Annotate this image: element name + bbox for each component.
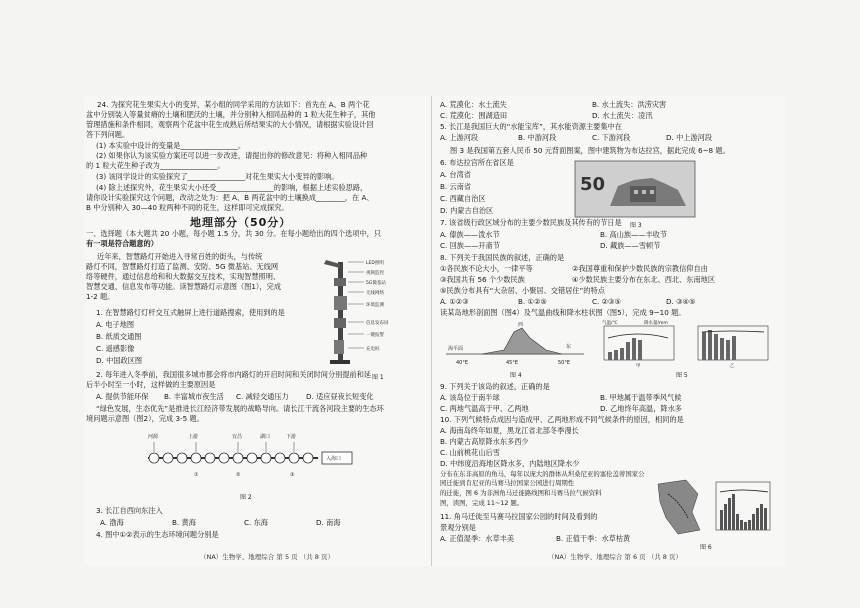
question-3: 3. 长江自西向东注入 (96, 506, 163, 515)
fig1-tag: LED照明 (366, 261, 384, 266)
section-intro: 有一项是符合题意的） (86, 239, 158, 248)
q2-option: D. 适应昼夜长短变化 (306, 392, 374, 401)
fig4-tag: 40°E (456, 360, 469, 366)
q5-option: A. 上游河段 (440, 133, 479, 142)
q8-item: ④少数民族主要分布在东北、西北、东南地区 (572, 275, 716, 284)
q8-item: ②我国尊重和保护少数民族的宗教信仰自由 (572, 264, 708, 273)
q3-option: D. 南海 (316, 518, 341, 527)
fig4-tag: 西 (518, 322, 524, 328)
q10-option: D. 中纬度沿海地区降水多，内陆地区降水少 (440, 459, 580, 468)
q10-option: A. 海南岛终年如夏，黑龙江省北部冬季漫长 (440, 426, 579, 435)
q24-line: 盆中分别装入等量贫瘠的土壤和肥沃的土壤，并分别种入相同品种的 1 粒大花生种子，其他 (86, 110, 376, 119)
fig1-tag: 无线网络 (366, 291, 384, 296)
fig5-tag: 降水量/mm (644, 321, 668, 326)
q9-option: C. 两地气温高于甲、乙两地 (440, 404, 529, 413)
q5-option: C. 下游河段 (592, 133, 631, 142)
q10-option: B. 内蒙古高原降水东多西少 (440, 437, 529, 446)
question-7: 7. 该省级行政区域分布的主要少数民族及其传有的节日是 (440, 218, 622, 227)
fig2-tag: ① (194, 472, 199, 478)
q8-item: ①各民族不论大小，一律平等 (440, 264, 533, 273)
passage-1: 1-2 题。 (86, 292, 115, 301)
q2-option: B. 丰富城市夜生活 (164, 392, 224, 401)
passage-5: 分布在东非高原的角马，每年以庞大的群体从坦桑尼亚的塞伦盖蒂国家公园迁徙到肯尼亚的马赛马拉国家公园进行周期性 (440, 470, 645, 487)
q3-option: B. 黄海 (172, 518, 196, 527)
figure-1-smart-streetlight (318, 256, 428, 374)
fig2-tag: 湖口 (260, 434, 271, 440)
passage-1: 近年来，智慧路灯开始进入寻常百姓的街头，与传统 (97, 252, 263, 261)
question-2: 后半小时至一小时，这样做的主要原因是 (86, 380, 216, 389)
q24-line: 答下列问题。 (86, 130, 130, 139)
q3-option: A. 渤海 (100, 518, 124, 527)
passage-5: 图，读图，完成 11~12 题。 (440, 499, 524, 507)
q4-option: B. 水土流失：洪涝灾害 (592, 100, 667, 109)
q6-option: A. 台湾省 (440, 170, 471, 179)
passage-4: 读某岛地形剖面图（图4）及气温曲线和降水柱状图（图5），完成 9~10 题。 (440, 308, 686, 317)
fig1-tag: 视频监控 (366, 271, 384, 276)
page-6-footer: （NA）生物学、地理综合 第 6 页 （共 8 页） (548, 553, 682, 561)
figure-6-migration-map (652, 474, 776, 540)
q24-line: (3) 该同学设计的实验探究了________________对花生果实大小变异的影响。 (96, 172, 339, 181)
fig1-tag: 5G微基站 (366, 281, 386, 286)
question-11: 11. 角马迁徙至马赛马拉国家公园的时间及看到的 (440, 512, 598, 521)
fig5-tag: 乙 (730, 364, 735, 368)
figure-4-island-profile (442, 320, 590, 368)
figure-3-banknote (574, 160, 696, 218)
question-5: 5. 长江是我国巨大的“水能宝库”，其水能资源主要集中在 (440, 122, 622, 131)
fig1-tag: 充电桩 (366, 347, 380, 352)
q8-item: ⑤民族分布具有“大杂居、小聚居、交错居住”的特点 (440, 286, 605, 295)
q7-option: D. 藏族——雪顿节 (600, 241, 661, 250)
fig4-tag: 50°E (558, 360, 571, 366)
passage-1: 络等硬件，通过信息给和和大数据交互技术，实现智慧照明、 (86, 272, 281, 281)
fig4-tag: 45°E (506, 360, 519, 366)
q7-option: C. 回族——开斋节 (440, 241, 500, 250)
q4-option: D. 水土流失：凌汛 (592, 111, 653, 120)
q9-option: D. 乙地终年高温，降水多 (600, 404, 682, 413)
passage-1: 路灯不同，智慧路灯打造了监测、安防、5G 微基站、无线网 (86, 262, 279, 271)
fig2-tag: 河源 (148, 434, 159, 440)
q4-option: C. 荒漠化：围湖造田 (440, 111, 508, 120)
figure-6-label: 图 6 (700, 544, 712, 551)
q24-line: (4) 除上述探究外，花生果实大小还受________________的影响，根据上述实验思路， (96, 183, 368, 192)
fig2-tag: ③ (290, 472, 295, 478)
q1-option: D. 中国政区图 (96, 356, 143, 365)
q8-option: B. ①②⑤ (518, 297, 547, 306)
q9-option: B. 甲地属于温带季风气候 (600, 393, 682, 402)
figure-1-label: 图 1 (372, 374, 384, 381)
page-5-footer: （NA）生物学、地理综合 第 5 页 （共 8 页） (200, 553, 334, 561)
question-4: 4. 图中①②表示的生态环境问题分别是 (96, 530, 219, 539)
fig4-tag: 海平面 (448, 346, 464, 352)
fig2-tag: ② (236, 472, 241, 478)
fig2-tag: 入海口 (326, 456, 342, 462)
fig4-tag: 东 (566, 344, 572, 350)
section-title: 地理部分（50分） (190, 216, 292, 229)
passage-5: 的迁徙，图 6 为非洲角马迁徙路线图和马赛马拉气候资料 (440, 489, 602, 497)
fig1-tag: 一键报警 (366, 333, 384, 338)
q8-option: D. ③④⑤ (666, 297, 696, 306)
question-11: 景观分别是 (440, 523, 476, 532)
figure-2-yangtze-schematic (140, 428, 360, 490)
question-8: 8. 下列关于我国民族的叙述，正确的是 (440, 253, 565, 262)
figure-5-label: 图 5 (676, 372, 688, 379)
q8-item: ③我国共有 56 个少数民族 (440, 275, 525, 284)
fig1-tag: 信息发布屏 (366, 321, 389, 326)
q11-option: A. 正值湿季：水草丰美 (440, 534, 515, 543)
fig5-tag: 甲 (636, 364, 641, 368)
question-9: 9. 下列关于该岛的叙述，正确的是 (440, 382, 550, 391)
q1-option: B. 纸质交通图 (96, 332, 142, 341)
q24-line: 请你设计实验探究这个问题，改动之处为：把 A、B 两花盆中的土壤换成________，在 A、 (86, 193, 374, 202)
q8-option: A. ①②③ (440, 297, 469, 306)
q24-line: (2) 如果你认为该实验方案还可以进一步改进，请提出你的修改意见：将种入相同品种 (96, 151, 368, 160)
q11-option: B. 正值干季：水草枯黄 (556, 534, 631, 543)
fig2-tag: 宜昌 (232, 434, 243, 440)
q24-line: 管理措施和条件相同，观察两个花盆中花生成熟后所结果实的大小情况，请根据实验设计回 (86, 120, 374, 129)
q10-option: C. 山前桃花山后雪 (440, 448, 500, 457)
q1-option: C. 遥感影像 (96, 344, 135, 353)
q3-option: C. 东海 (244, 518, 268, 527)
fig5-tag: 气温/℃ (602, 321, 618, 326)
q9-option: A. 该岛位于南半球 (440, 393, 500, 402)
figure-4-label: 图 4 (510, 372, 522, 379)
passage-3: 图 3 是我国第五套人民币 50 元背面图案，图中建筑物为布达拉宫，据此完成 6~8 题。 (450, 146, 730, 155)
q24-line: B 中分别种入 30—40 粒两种不同的花生，这样即可完成探究。 (86, 203, 289, 212)
page-gutter (431, 96, 432, 566)
q24-line: 24. 为探究花生果实大小的变异，某小组的同学采用的方法如下：首先在 A、B 两个花 (97, 100, 370, 109)
q7-option: A. 傣族——泼水节 (440, 230, 500, 239)
figure-5-climate-charts (598, 318, 780, 368)
q6-option: C. 西藏自治区 (440, 194, 486, 203)
q2-option: C. 减轻交通压力 (236, 392, 289, 401)
passage-2: 境问题示意图（图2），完成 3-5 题。 (86, 414, 204, 423)
banknote-denomination-icon: 50 (580, 174, 606, 195)
question-6: 6. 布达拉宫所在省区是 (440, 158, 514, 167)
q4-option: A. 荒漠化：水土流失 (440, 100, 507, 109)
question-10: 10. 下列气候特点成因与造成甲、乙两地形成不同气候条件的原因，相同的是 (440, 415, 684, 424)
q6-option: B. 云南省 (440, 182, 472, 191)
q7-option: B. 高山族——丰收节 (600, 230, 668, 239)
q1-option: A. 电子地图 (96, 320, 135, 329)
fig2-tag: 上游 (188, 434, 199, 440)
fig2-tag: 下游 (286, 434, 297, 440)
q8-option: C. ②③⑤ (592, 297, 621, 306)
q5-option: B. 中游河段 (518, 133, 557, 142)
q5-option: D. 中上游河段 (666, 133, 713, 142)
q6-option: D. 内蒙古自治区 (440, 206, 494, 215)
passage-1: 智慧交通、信息发布等功能。读智慧路灯示意图（图1），完成 (86, 282, 282, 291)
fig1-tag: 环境监测 (366, 303, 384, 308)
figure-3-label: 图 3 (630, 222, 642, 229)
passage-2: “绿色发展，生态优先”是推进长江经济带发展的战略导向。请长江干流各河段主要的生态环 (96, 404, 384, 413)
q24-line: (1) 本实验中设计的变量是________________。 (96, 141, 246, 150)
section-intro: 一、选择题（本大题共 20 小题，每小题 1.5 分，共 30 分。在每小题给出的四个选项中，只 (86, 229, 381, 238)
q24-line: 的 1 粒大花生种子改为________________。 (86, 161, 225, 170)
question-2: 2. 每年进入冬季前，我国很多城市都会将市内路灯的开启时间和关闭时间分别提前和延 (96, 370, 372, 379)
figure-2-label: 图 2 (240, 494, 252, 501)
q2-option: A. 提供节能环保 (96, 392, 149, 401)
question-1: 1. 在智慧路灯灯杆交互式触屏上进行道路搜索，使用到的是 (96, 308, 285, 317)
